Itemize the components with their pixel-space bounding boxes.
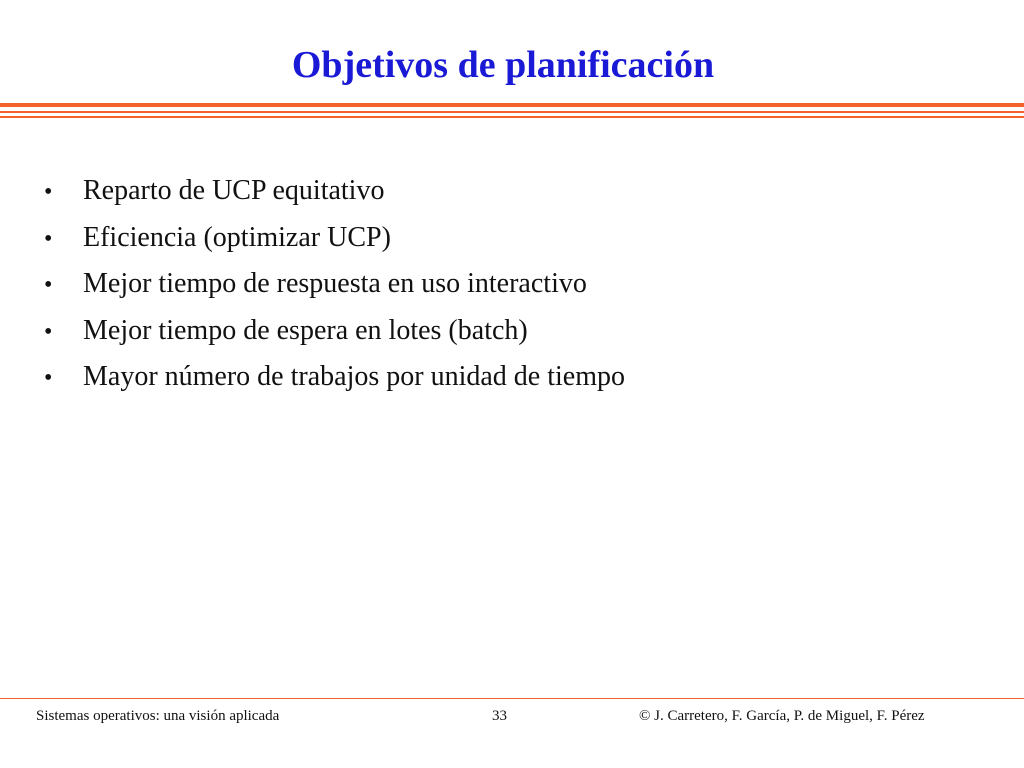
title-rule-middle	[0, 111, 1024, 113]
footer-book-title: Sistemas operativos: una visión aplicada	[36, 708, 280, 724]
bullet-icon: •	[44, 272, 53, 298]
list-item-text: Reparto de UCP equitativo	[83, 175, 385, 206]
list-item	[44, 215, 625, 262]
bullet-icon: •	[44, 318, 53, 345]
list-item-text: Mejor tiempo de espera en lotes (batch)	[83, 314, 528, 346]
slide-title: Objetivos de planificación	[291, 44, 715, 86]
list-item	[44, 354, 625, 401]
bullet-icon: •	[44, 179, 53, 205]
footer-page-number: 33	[492, 708, 507, 724]
footer-rule	[0, 698, 1024, 699]
list-item	[44, 308, 625, 355]
title-rule-thick	[0, 103, 1024, 107]
list-item-text: Mayor número de trabajos por unidad de tiempo	[83, 361, 625, 392]
bullet-icon: •	[44, 225, 53, 252]
bullet-list	[44, 168, 625, 401]
list-item-text: Mejor tiempo de respuesta en uso interactivo	[83, 268, 587, 299]
bullet-icon: •	[44, 365, 53, 391]
list-item	[44, 261, 625, 308]
footer-authors: © J. Carretero, F. García, P. de Miguel, F. Pérez	[639, 708, 925, 724]
title-rule-thin	[0, 116, 1024, 118]
list-item	[44, 168, 625, 215]
list-item-text: Eficiencia (optimizar UCP)	[83, 221, 391, 253]
